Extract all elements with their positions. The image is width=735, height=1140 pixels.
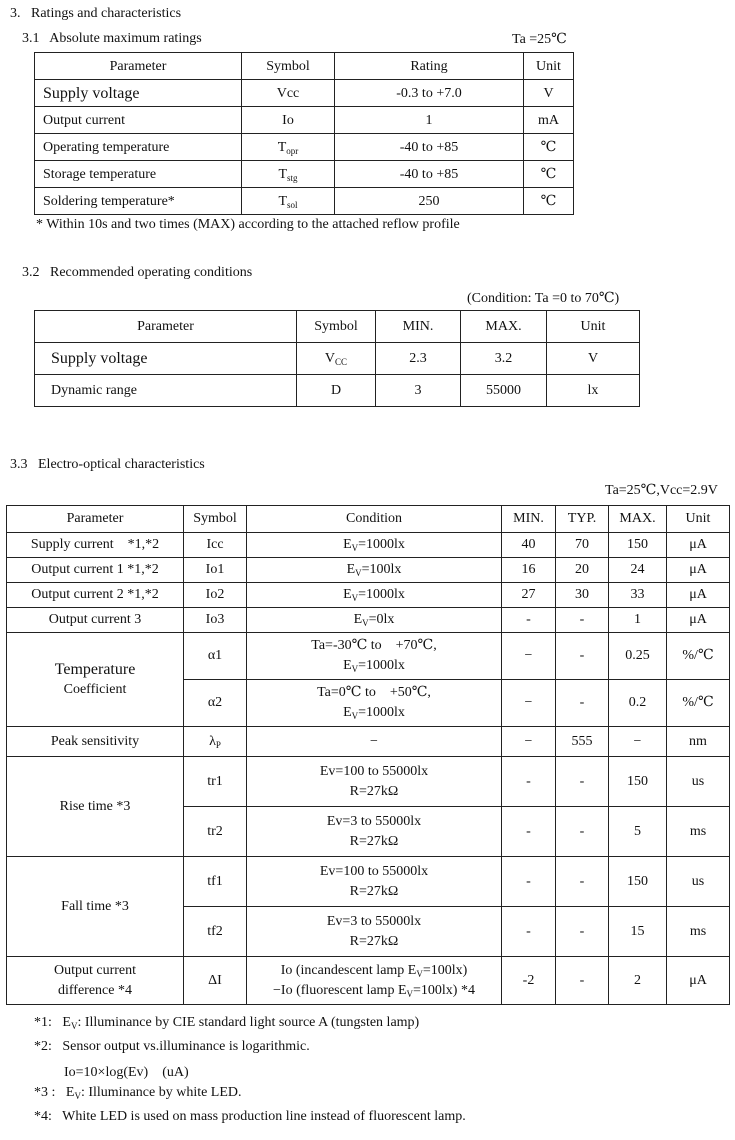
- symbol-cell: [297, 343, 376, 375]
- cond-line: [251, 981, 497, 1001]
- max-cell: 2: [609, 957, 667, 1005]
- subsection-number: 3.3: [10, 457, 28, 472]
- max-cell: 150: [609, 857, 667, 907]
- typ-cell: -: [556, 608, 609, 633]
- param-cell: Operating temperature: [35, 134, 242, 161]
- note-text: E: [65, 1085, 75, 1100]
- note-mark: *4:: [34, 1109, 52, 1124]
- condition-cell: [247, 583, 502, 608]
- unit-cell: μA: [667, 583, 730, 608]
- note-2-formula: Io=10×log(Ev) (uA): [64, 1065, 189, 1080]
- subsection-number: 3.2: [22, 265, 40, 280]
- cond-sub: V: [351, 593, 359, 603]
- symbol-cell: ΔI: [184, 957, 247, 1005]
- table-header-row: [35, 311, 640, 343]
- cond-line: Ta=-30℃ to +70℃,: [311, 638, 437, 653]
- cond-line: Ev=100 to 55000lx: [319, 863, 429, 879]
- subsection-title: Electro-optical characteristics: [38, 457, 205, 472]
- min-cell: -: [502, 608, 556, 633]
- symbol-cell: α1: [184, 633, 247, 680]
- section-heading: [10, 6, 181, 22]
- note-3: [34, 1085, 242, 1101]
- table-row: [7, 608, 730, 633]
- cond-line: Ta=0℃ to +50℃,: [317, 685, 431, 700]
- symbol-cell: [242, 134, 335, 161]
- s31-note: * Within 10s and two times (MAX) according to the attached reflow profile: [36, 217, 460, 232]
- max-cell: 0.25: [609, 633, 667, 680]
- symbol-cell: Icc: [184, 533, 247, 558]
- min-cell: −: [502, 633, 556, 680]
- table-row: [7, 583, 730, 608]
- condition-cell: [247, 558, 502, 583]
- typ-cell: -: [556, 907, 609, 957]
- table-row: [35, 343, 640, 375]
- unit-cell: us: [667, 757, 730, 807]
- param-cell: Storage temperature: [35, 161, 242, 188]
- header-cell: Parameter: [7, 506, 184, 533]
- symbol-cell: [242, 161, 335, 188]
- param-cell: Output current 2 *1,*2: [7, 583, 184, 608]
- param-cell: Supply voltage: [35, 80, 242, 107]
- min-cell: 16: [502, 558, 556, 583]
- max-cell: 33: [609, 583, 667, 608]
- note-text: Sensor output vs.illuminance is logarithmic.: [62, 1039, 310, 1054]
- header-cell: Parameter: [35, 311, 297, 343]
- param-cell-temperature: [7, 633, 184, 727]
- typ-cell: -: [556, 957, 609, 1005]
- condition-cell: [247, 608, 502, 633]
- note-mark: *1:: [34, 1015, 52, 1030]
- max-cell: 0.2: [609, 680, 667, 727]
- header-cell: MAX.: [461, 311, 547, 343]
- typ-cell: 70: [556, 533, 609, 558]
- max-cell: 15: [609, 907, 667, 957]
- param-cell-rise-time: Rise time *3: [7, 757, 184, 857]
- symbol-cell: Io1: [184, 558, 247, 583]
- unit-cell: mA: [524, 107, 574, 134]
- condition-cell: [247, 957, 502, 1005]
- cond-line: Ev=100 to 55000lx: [319, 763, 429, 779]
- param-cell: Soldering temperature*: [35, 188, 242, 215]
- symbol-cell: tf2: [184, 907, 247, 957]
- cond-text: =1000lx: [358, 587, 405, 602]
- unit-cell: μA: [667, 533, 730, 558]
- cond-sub: V: [351, 711, 359, 721]
- max-cell: 5: [609, 807, 667, 857]
- min-cell: -: [502, 907, 556, 957]
- unit-cell: ms: [667, 807, 730, 857]
- cond-sub: V: [351, 543, 359, 553]
- param-cell: Dynamic range: [35, 375, 297, 407]
- symbol-cell: tr1: [184, 757, 247, 807]
- cond-line: Ev=3 to 55000lx: [326, 913, 422, 929]
- param-cell: Supply voltage: [35, 343, 297, 375]
- table-row: [7, 533, 730, 558]
- symbol: V: [324, 351, 336, 366]
- cond-text: =1000lx: [358, 658, 405, 673]
- cond-text: E: [343, 587, 352, 602]
- recommended-conditions-table: [34, 310, 640, 407]
- symbol-sub: stg: [287, 172, 298, 183]
- unit-cell: %/℃: [667, 680, 730, 727]
- subsection-number: 3.1: [22, 31, 40, 46]
- note-1: [34, 1015, 419, 1031]
- unit-cell: lx: [547, 375, 640, 407]
- note-text: : Illuminance by white LED.: [80, 1085, 242, 1100]
- unit-cell: ℃: [524, 188, 574, 215]
- symbol-cell: [242, 107, 335, 134]
- cond-text: Io (incandescent lamp E: [280, 962, 417, 978]
- symbol-sub: opr: [286, 145, 299, 156]
- typ-cell: -: [556, 633, 609, 680]
- symbol-sub: sol: [287, 199, 298, 210]
- section-title: Ratings and characteristics: [31, 6, 182, 21]
- note-text: : Illuminance by CIE standard light source A (tungsten lamp): [77, 1015, 420, 1030]
- section-number: 3.: [10, 6, 21, 21]
- table-row: [7, 633, 730, 680]
- param-line: Coefficient: [63, 681, 127, 697]
- cond-line: [251, 656, 497, 676]
- cond-sub: V: [406, 988, 413, 999]
- param-cell-fall-time: Fall time *3: [7, 857, 184, 957]
- symbol-sub: P: [215, 739, 221, 750]
- min-cell: -: [502, 807, 556, 857]
- subsection-title: Recommended operating conditions: [50, 265, 253, 280]
- note-mark: *3 :: [34, 1085, 56, 1100]
- condition-cell: [247, 757, 502, 807]
- unit-cell: V: [524, 80, 574, 107]
- cond-line: [251, 961, 497, 981]
- max-cell: 55000: [461, 375, 547, 407]
- param-cell: Supply current *1,*2: [7, 533, 184, 558]
- param-line: Output current: [53, 962, 137, 978]
- min-cell: 27: [502, 583, 556, 608]
- min-cell: 40: [502, 533, 556, 558]
- header-cell: Symbol: [297, 311, 376, 343]
- min-cell: -2: [502, 957, 556, 1005]
- rating-cell: 1: [335, 107, 524, 134]
- cond-text: E: [343, 537, 352, 552]
- condition-cell: −: [247, 727, 502, 757]
- table-row: [7, 757, 730, 807]
- cond-text: =1000lx: [358, 705, 405, 720]
- condition-cell: [247, 680, 502, 727]
- unit-cell: ℃: [524, 161, 574, 188]
- table-row: [35, 161, 574, 188]
- param-cell: Peak sensitivity: [7, 727, 184, 757]
- condition-cell: [247, 633, 502, 680]
- cond-line: R=27kΩ: [349, 933, 399, 949]
- cond-sub: V: [362, 618, 369, 628]
- header-cell: MIN.: [376, 311, 461, 343]
- cond-text: −Io (fluorescent lamp E: [273, 982, 407, 998]
- symbol-cell: [242, 188, 335, 215]
- min-cell: 3: [376, 375, 461, 407]
- table-row: [35, 134, 574, 161]
- unit-cell: V: [547, 343, 640, 375]
- table-row: [35, 188, 574, 215]
- min-cell: −: [502, 727, 556, 757]
- symbol-cell: tr2: [184, 807, 247, 857]
- symbol-cell: tf1: [184, 857, 247, 907]
- cond-text: E: [346, 562, 356, 577]
- cond-line: R=27kΩ: [349, 783, 399, 799]
- min-cell: -: [502, 757, 556, 807]
- typ-cell: -: [556, 857, 609, 907]
- cond-text: =100lx): [422, 962, 468, 978]
- symbol: T: [277, 139, 287, 155]
- table-row: [7, 957, 730, 1005]
- cond-sub: V: [351, 664, 359, 674]
- header-cell: Unit: [667, 506, 730, 533]
- note-text: E: [62, 1015, 71, 1030]
- cond-text: E: [353, 612, 363, 627]
- table-row: [35, 80, 574, 107]
- typ-cell: 20: [556, 558, 609, 583]
- note-text: White LED is used on mass production line instead of fluorescent lamp.: [62, 1109, 466, 1124]
- min-cell: 2.3: [376, 343, 461, 375]
- note-mark: *2:: [34, 1039, 52, 1054]
- table-row: [7, 727, 730, 757]
- unit-cell: μA: [667, 558, 730, 583]
- param-cell-output-difference: [7, 957, 184, 1005]
- cond-text: E: [343, 705, 352, 720]
- rating-cell: -40 to +85: [335, 134, 524, 161]
- note-sub: V: [74, 1091, 81, 1101]
- table-header-row: [7, 506, 730, 533]
- table-row: [35, 375, 640, 407]
- max-cell: 150: [609, 757, 667, 807]
- condition-cell: [247, 857, 502, 907]
- param-line: difference *4: [58, 982, 132, 998]
- typ-cell: 555: [556, 727, 609, 757]
- min-cell: -: [502, 857, 556, 907]
- cond-text: =1000lx: [358, 537, 405, 552]
- max-cell: −: [609, 727, 667, 757]
- unit-cell: nm: [667, 727, 730, 757]
- rating-cell: -0.3 to +7.0: [335, 80, 524, 107]
- header-cell: Symbol: [184, 506, 247, 533]
- table-row: [35, 107, 574, 134]
- condition-cell: [247, 807, 502, 857]
- max-cell: 24: [609, 558, 667, 583]
- symbol-cell: [184, 727, 247, 757]
- symbol: Vcc: [276, 85, 300, 101]
- unit-cell: ms: [667, 907, 730, 957]
- header-cell: Condition: [247, 506, 502, 533]
- header-cell: Unit: [547, 311, 640, 343]
- rating-cell: -40 to +85: [335, 161, 524, 188]
- s33-condition: Ta=25℃,Vcc=2.9V: [605, 483, 718, 498]
- table-row: [7, 857, 730, 907]
- symbol-sub: CC: [335, 357, 348, 367]
- symbol: T: [278, 193, 288, 209]
- max-cell: 3.2: [461, 343, 547, 375]
- unit-cell: μA: [667, 608, 730, 633]
- param-cell: Output current: [35, 107, 242, 134]
- symbol-cell: [242, 80, 335, 107]
- subsection-3-1-heading: [22, 31, 202, 47]
- unit-cell: %/℃: [667, 633, 730, 680]
- table-row: [7, 558, 730, 583]
- param-line: Temperature: [54, 660, 136, 678]
- param-cell: Output current 3: [7, 608, 184, 633]
- cond-text: =100lx) *4: [413, 982, 475, 998]
- max-cell: 150: [609, 533, 667, 558]
- note-4: [34, 1109, 466, 1125]
- header-cell: Unit: [524, 53, 574, 80]
- cond-text: =100lx: [361, 562, 402, 577]
- cond-line: Ev=3 to 55000lx: [326, 813, 422, 829]
- cond-sub: V: [416, 968, 423, 979]
- absolute-max-ratings-table: [34, 52, 574, 215]
- note-sub: V: [70, 1021, 78, 1031]
- unit-cell: ℃: [524, 134, 574, 161]
- typ-cell: -: [556, 680, 609, 727]
- condition-cell: [247, 533, 502, 558]
- typ-cell: -: [556, 807, 609, 857]
- typ-cell: 30: [556, 583, 609, 608]
- cond-sub: V: [355, 568, 362, 578]
- symbol-cell: α2: [184, 680, 247, 727]
- symbol: λ: [209, 733, 216, 749]
- symbol: D: [330, 383, 342, 398]
- cond-text: =0lx: [368, 612, 395, 627]
- cond-line: R=27kΩ: [349, 883, 399, 899]
- subsection-3-2-heading: [22, 265, 252, 281]
- subsection-title: Absolute maximum ratings: [49, 31, 202, 46]
- header-cell: MIN.: [502, 506, 556, 533]
- typ-cell: -: [556, 757, 609, 807]
- s31-condition: Ta =25℃: [512, 32, 567, 47]
- s32-condition: (Condition: Ta =0 to 70℃): [467, 291, 620, 306]
- subsection-3-3-heading: [10, 457, 205, 473]
- unit-cell: us: [667, 857, 730, 907]
- condition-cell: [247, 907, 502, 957]
- electro-optical-table: [6, 505, 730, 1005]
- symbol: Io: [282, 112, 294, 128]
- header-cell: MAX.: [609, 506, 667, 533]
- header-cell: Parameter: [35, 53, 242, 80]
- header-cell: TYP.: [556, 506, 609, 533]
- cond-line: R=27kΩ: [349, 833, 399, 849]
- cond-text: E: [343, 658, 352, 673]
- max-cell: 1: [609, 608, 667, 633]
- symbol-cell: Io3: [184, 608, 247, 633]
- min-cell: −: [502, 680, 556, 727]
- symbol-cell: Io2: [184, 583, 247, 608]
- unit-cell: μA: [667, 957, 730, 1005]
- note-2: [34, 1039, 310, 1055]
- param-cell: Output current 1 *1,*2: [7, 558, 184, 583]
- rating-cell: 250: [335, 188, 524, 215]
- header-cell: Symbol: [242, 53, 335, 80]
- cond-line: [251, 703, 497, 723]
- symbol-cell: [297, 375, 376, 407]
- header-cell: Rating: [335, 53, 524, 80]
- table-header-row: [35, 53, 574, 80]
- symbol: T: [278, 166, 288, 182]
